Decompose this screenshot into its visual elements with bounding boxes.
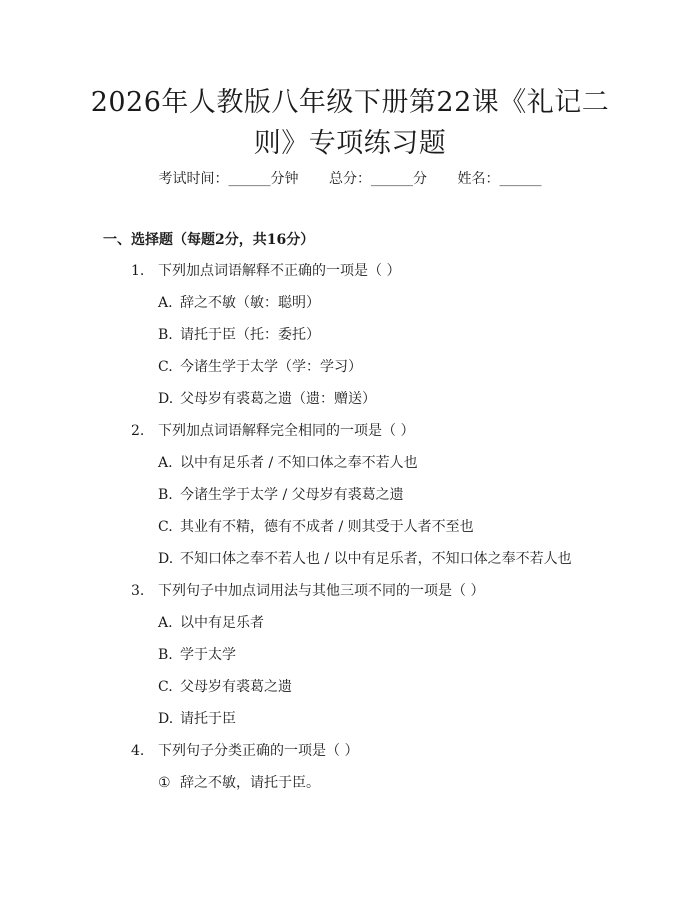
question-number: 3. <box>131 583 145 599</box>
option-letter: C. <box>158 679 173 695</box>
option-text: 其业有不精，德有不成者 / 则其受于人者不至也 <box>180 519 474 535</box>
option-letter: D. <box>158 551 174 567</box>
option-text: 辞之不敏（敏：聪明） <box>180 295 320 311</box>
option-text: 父母岁有裘葛之遗 <box>180 679 292 695</box>
option-text: 父母岁有裘葛之遗（遗：赠送） <box>180 391 376 407</box>
option-text: 今诸生学于太学（学：学习） <box>180 359 362 375</box>
question-text: 下列句子分类正确的一项是（ ） <box>158 743 359 759</box>
question-number: 2. <box>131 423 145 439</box>
exam-time-field: 考试时间：______分钟 <box>158 171 299 187</box>
option-text: 请托于臣 <box>180 711 236 727</box>
page-title: 2026年人教版八年级下册第22课《礼记二则》专项练习题 <box>90 87 610 159</box>
option-letter: D. <box>158 711 174 727</box>
option-letter: C. <box>158 519 173 535</box>
option-letter: D. <box>158 391 174 407</box>
option-text: 不知口体之奉不若人也 / 以中有足乐者，不知口体之奉不若人也 <box>180 551 572 567</box>
option-letter: A. <box>158 295 173 311</box>
option-letter: A. <box>158 615 173 631</box>
option-text: 学于太学 <box>180 647 236 663</box>
option-text: 以中有足乐者 / 不知口体之奉不若人也 <box>180 455 418 471</box>
question-number: 1. <box>131 263 145 279</box>
option-text: 请托于臣（托：委托） <box>180 327 320 343</box>
question-text: 下列加点词语解释不正确的一项是（ ） <box>158 263 401 279</box>
option-text: 今诸生学于太学 / 父母岁有裘葛之遗 <box>180 487 404 503</box>
total-score-field: 总分：______分 <box>329 171 427 187</box>
option-letter: C. <box>158 359 173 375</box>
item-text: 辞之不敏，请托于臣。 <box>180 775 320 791</box>
option-text: 以中有足乐者 <box>180 615 264 631</box>
student-name-field: 姓名：______ <box>457 171 542 187</box>
item-mark: ① <box>158 775 171 791</box>
option-letter: B. <box>158 327 173 343</box>
option-letter: B. <box>158 647 173 663</box>
question-text: 下列加点词语解释完全相同的一项是（ ） <box>158 423 415 439</box>
option-letter: A. <box>158 455 173 471</box>
exam-info-line <box>0 170 700 188</box>
section-heading-choice: 一、选择题（每题2分，共16分） <box>103 232 315 248</box>
question-number: 4. <box>131 743 145 759</box>
option-letter: B. <box>158 487 173 503</box>
question-text: 下列句子中加点词用法与其他三项不同的一项是（ ） <box>158 583 485 599</box>
